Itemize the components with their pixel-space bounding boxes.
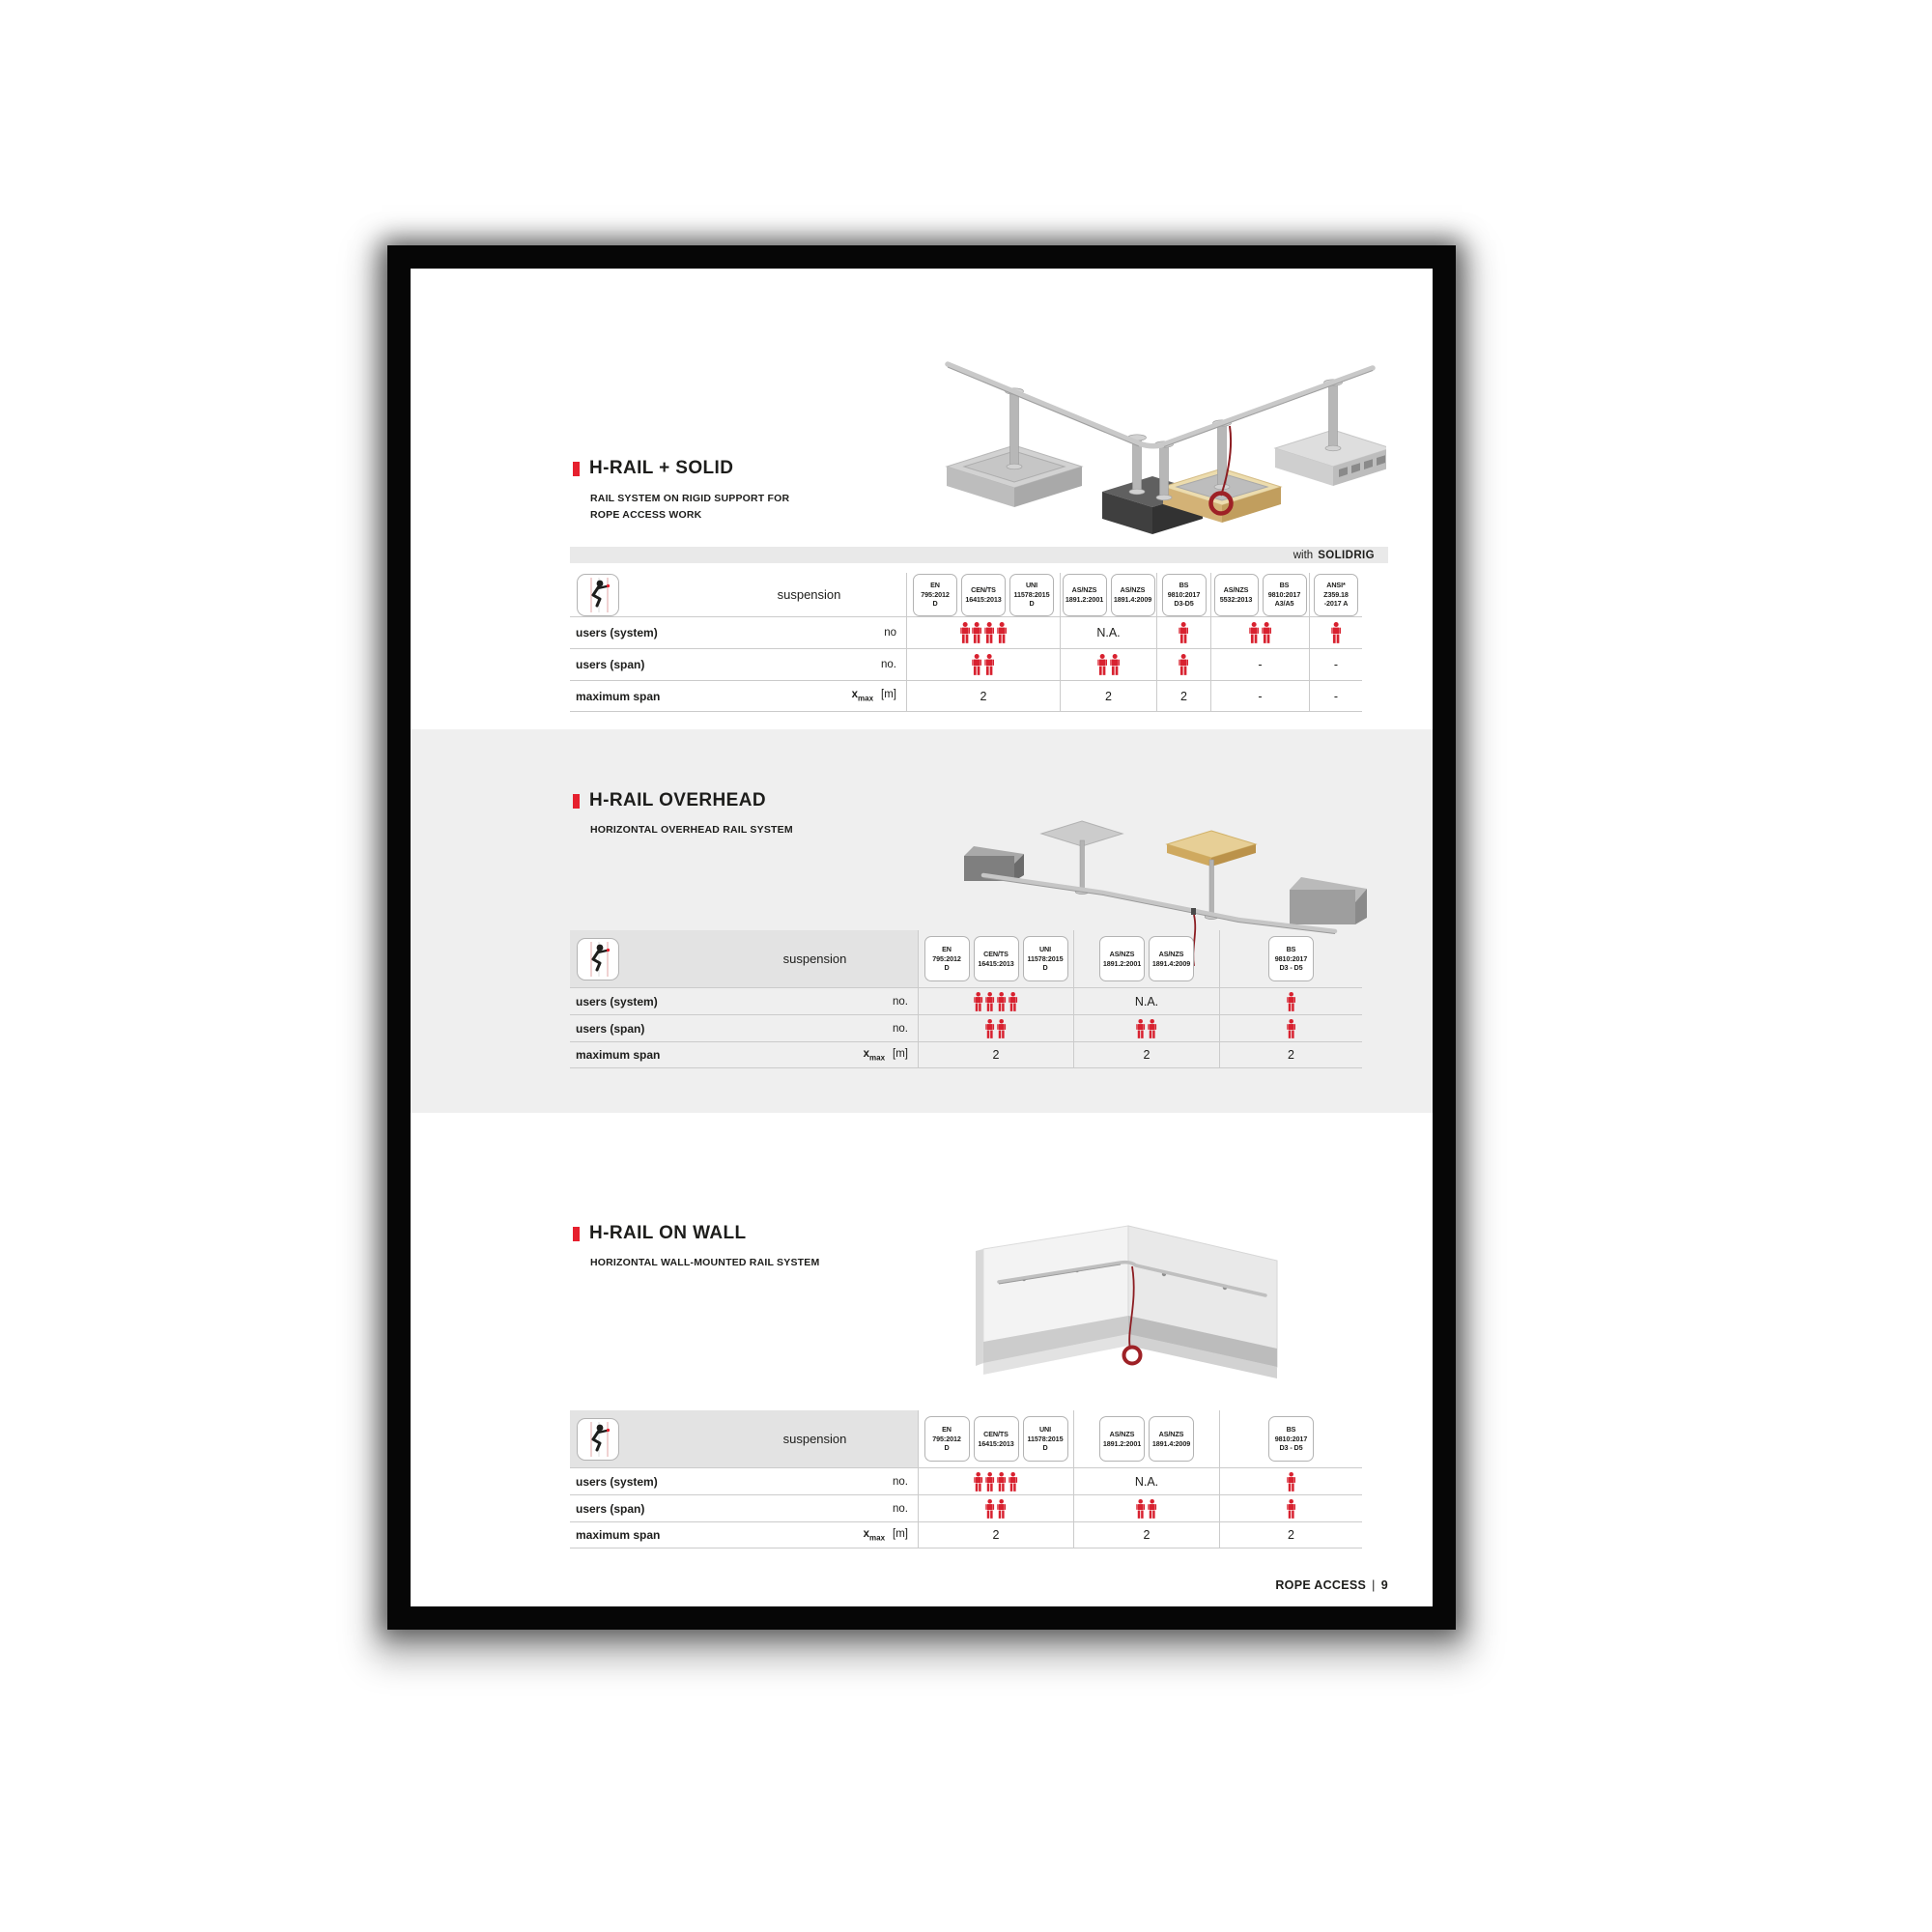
standards-group (1073, 1410, 1219, 1467)
row-label: users (span) (576, 1501, 645, 1516)
cell-value: 2 (992, 1528, 1000, 1542)
section-subtitle: HORIZONTAL WALL-MOUNTED RAIL SYSTEM (590, 1257, 820, 1268)
table-cell (906, 649, 1060, 680)
suspension-icon (577, 574, 619, 616)
standard-badge: AS/NZS 1891.4:2009 (1149, 936, 1194, 981)
standard-badge: BS 9810:2017 D3 - D5 (1268, 1416, 1314, 1462)
standard-badge: AS/NZS 1891.4:2009 (1111, 574, 1155, 616)
table-row (570, 1521, 1362, 1548)
table-header-label: suspension (782, 1432, 847, 1446)
cell-value: - (1333, 658, 1339, 671)
table-row (570, 1014, 1362, 1041)
standard-badge: AS/NZS 5532:2013 (1214, 574, 1259, 616)
table-cell (1309, 681, 1362, 711)
cell-value: N.A. (1134, 994, 1159, 1009)
standard-badge: EN 795:2012 D (924, 1416, 970, 1462)
row-unit: no. (881, 659, 896, 670)
section-title: H-RAIL OVERHEAD (589, 790, 766, 810)
table-cell (1073, 1042, 1219, 1067)
suspension-icon (577, 1418, 619, 1461)
user-icon (1136, 1499, 1145, 1519)
standards-group (1060, 573, 1156, 616)
user-icon (974, 1472, 982, 1492)
standard-badge: BS 9810:2017 D3-D5 (1162, 574, 1207, 616)
user-icon (1009, 1472, 1017, 1492)
band-product-name: SOLIDRIG (1318, 549, 1375, 561)
table-cell (1219, 988, 1362, 1014)
section-subtitle: RAIL SYSTEM ON RIGID SUPPORT FOR ROPE ACCESS WORK (590, 493, 790, 522)
standard-badge: CEN/TS 16415:2013 (961, 574, 1006, 616)
page-footer (1275, 1578, 1388, 1592)
standards-group (1073, 930, 1219, 987)
row-label: maximum span (576, 1528, 661, 1542)
footer-chapter-label: ROPE ACCESS (1275, 1578, 1367, 1592)
ceiling-plate-steel (1041, 821, 1122, 895)
table-row (570, 1041, 1362, 1068)
table-cell (1309, 649, 1362, 680)
user-icon (1009, 992, 1017, 1011)
table-header-label: suspension (777, 587, 841, 602)
section-header-hrail-solid (573, 458, 733, 479)
standard-badge: AS/NZS 1891.2:2001 (1099, 1416, 1145, 1462)
standard-badge: CEN/TS 16415:2013 (974, 1416, 1019, 1462)
cell-value: 2 (1143, 1048, 1151, 1062)
user-icon (984, 622, 994, 643)
user-icon (997, 1472, 1006, 1492)
table-cell (1073, 1015, 1219, 1041)
table-cell (1219, 1495, 1362, 1521)
user-icon (1331, 622, 1341, 643)
cell-value: N.A. (1096, 626, 1121, 639)
user-icon (997, 622, 1007, 643)
standards-group (1210, 573, 1309, 616)
user-icon (1148, 1499, 1156, 1519)
row-unit: $x_{max}$ [m] (851, 689, 896, 703)
table-row (570, 987, 1362, 1014)
user-icon (1179, 622, 1188, 643)
row-unit: no. (893, 995, 908, 1008)
hrail-on-wall-illustration (966, 1220, 1304, 1413)
suspension-icon (577, 938, 619, 980)
wall-corner (976, 1226, 1277, 1378)
user-icon (985, 1019, 994, 1038)
user-icon (974, 992, 982, 1011)
cell-value: 2 (1105, 689, 1112, 703)
user-icon (1287, 992, 1295, 1011)
row-unit: no. (893, 1022, 908, 1035)
table-cell (1156, 649, 1210, 680)
cell-value: N.A. (1134, 1474, 1159, 1489)
user-icon (985, 992, 994, 1011)
user-icon (1097, 654, 1107, 675)
cell-value: 2 (992, 1048, 1000, 1062)
user-icon (1287, 1472, 1295, 1492)
table-cell (1156, 617, 1210, 648)
table-row (570, 648, 1362, 680)
standard-badge: AS/NZS 1891.2:2001 (1063, 574, 1107, 616)
row-label: users (system) (576, 994, 658, 1009)
table-cell (1219, 1522, 1362, 1548)
section-header-hrail-overhead (573, 790, 766, 811)
hrail-solid-illustration (932, 322, 1386, 554)
table-cell (1073, 1495, 1219, 1521)
cell-value: 2 (980, 689, 987, 703)
user-icon (1287, 1019, 1295, 1038)
standard-badge: UNI 11578:2015 D (1023, 936, 1068, 981)
footer-page-number: 9 (1380, 1578, 1388, 1592)
row-unit: no. (893, 1475, 908, 1488)
row-label: maximum span (576, 1048, 661, 1062)
cell-value: 2 (1288, 1528, 1294, 1542)
catalog-page (411, 269, 1433, 1606)
table-hrail-on-wall (570, 1410, 1362, 1548)
cell-value: - (1333, 689, 1339, 703)
standard-badge: UNI 11578:2015 D (1023, 1416, 1068, 1462)
table-row (570, 1494, 1362, 1521)
user-icon (1179, 654, 1188, 675)
table-cell (906, 681, 1060, 711)
standards-group (1219, 930, 1362, 987)
cell-value: 2 (1288, 1048, 1294, 1062)
table-cell (1219, 1042, 1362, 1067)
table-cell (1219, 1468, 1362, 1494)
red-bullet-icon (573, 1227, 580, 1241)
table-header-left (570, 1410, 918, 1467)
table-row (570, 680, 1362, 712)
standard-badge: AS/NZS 1891.4:2009 (1149, 1416, 1194, 1462)
section-subtitle: HORIZONTAL OVERHEAD RAIL SYSTEM (590, 824, 793, 836)
table-cell (1210, 681, 1309, 711)
row-label: users (system) (576, 626, 658, 639)
table-cell (1210, 617, 1309, 648)
concrete-block (1290, 877, 1367, 924)
standard-badge: EN 795:2012 D (924, 936, 970, 981)
footer-separator: | (1372, 1578, 1376, 1592)
row-unit: no. (893, 1502, 908, 1515)
rope-trolley (1191, 908, 1196, 915)
table-cell (906, 617, 1060, 648)
standards-group (1219, 1410, 1362, 1467)
table-cell (1060, 649, 1156, 680)
row-unit: no (884, 627, 896, 639)
user-icon (984, 654, 994, 675)
table-row (570, 1467, 1362, 1494)
table-cell (1060, 617, 1156, 648)
row-unit: $x_{max}$ [m] (863, 1047, 908, 1063)
cell-value: - (1258, 658, 1263, 671)
table-cell (1219, 1015, 1362, 1041)
section-header-hrail-on-wall (573, 1223, 747, 1244)
user-icon (997, 1019, 1006, 1038)
table-hrail-solid (570, 573, 1362, 712)
user-icon (1249, 622, 1259, 643)
user-icon (972, 654, 981, 675)
table-cell (1156, 681, 1210, 711)
red-bullet-icon (573, 462, 580, 476)
table-cell (1073, 1468, 1219, 1494)
cell-value: - (1258, 689, 1263, 703)
user-icon (960, 622, 970, 643)
standard-badge: CEN/TS 16415:2013 (974, 936, 1019, 981)
user-icon (985, 1472, 994, 1492)
table-cell (918, 1015, 1073, 1041)
user-icon (1287, 1499, 1295, 1519)
standard-badge: UNI 11578:2015 D (1009, 574, 1054, 616)
table-cell (1060, 681, 1156, 711)
table-hrail-overhead (570, 930, 1362, 1068)
user-icon (997, 992, 1006, 1011)
table-cell (918, 1042, 1073, 1067)
table-header-label: suspension (782, 952, 847, 966)
user-icon (1136, 1019, 1145, 1038)
user-icon (997, 1499, 1006, 1519)
rope-coil (1124, 1348, 1141, 1364)
red-bullet-icon (573, 794, 580, 809)
standard-badge: ANSI* Z359.18 -2017 A (1314, 574, 1358, 616)
standards-group (1309, 573, 1362, 616)
table-cell (918, 1522, 1073, 1548)
row-unit: $x_{max}$ [m] (863, 1527, 908, 1543)
user-icon (972, 622, 981, 643)
standard-badge: BS 9810:2017 A3/A5 (1263, 574, 1307, 616)
table-cell (918, 1468, 1073, 1494)
section-title: H-RAIL + SOLID (589, 458, 734, 478)
user-icon (1110, 654, 1120, 675)
row-label: users (span) (576, 1021, 645, 1036)
table-header-left (570, 573, 906, 616)
row-label: maximum span (576, 689, 661, 703)
table-header-left (570, 930, 918, 987)
standard-badge: BS 9810:2017 D3 - D5 (1268, 936, 1314, 981)
table-cell (918, 988, 1073, 1014)
standard-badge: AS/NZS 1891.2:2001 (1099, 936, 1145, 981)
rail-shade (948, 367, 1139, 446)
table-cell (918, 1495, 1073, 1521)
row-label: users (system) (576, 1474, 658, 1489)
cell-value: 2 (1180, 689, 1187, 703)
row-label: users (span) (576, 658, 645, 671)
table-cell (1210, 649, 1309, 680)
user-icon (985, 1499, 994, 1519)
band-prefix: with (1293, 549, 1314, 561)
table-cell (1309, 617, 1362, 648)
user-icon (1262, 622, 1271, 643)
cell-value: 2 (1143, 1528, 1151, 1542)
table-row (570, 616, 1362, 648)
table-cell (1073, 988, 1219, 1014)
user-icon (1148, 1019, 1156, 1038)
rail (983, 875, 1335, 931)
standard-badge: EN 795:2012 D (913, 574, 957, 616)
table-cell (1073, 1522, 1219, 1548)
standards-group (1156, 573, 1210, 616)
section-title: H-RAIL ON WALL (589, 1223, 747, 1243)
